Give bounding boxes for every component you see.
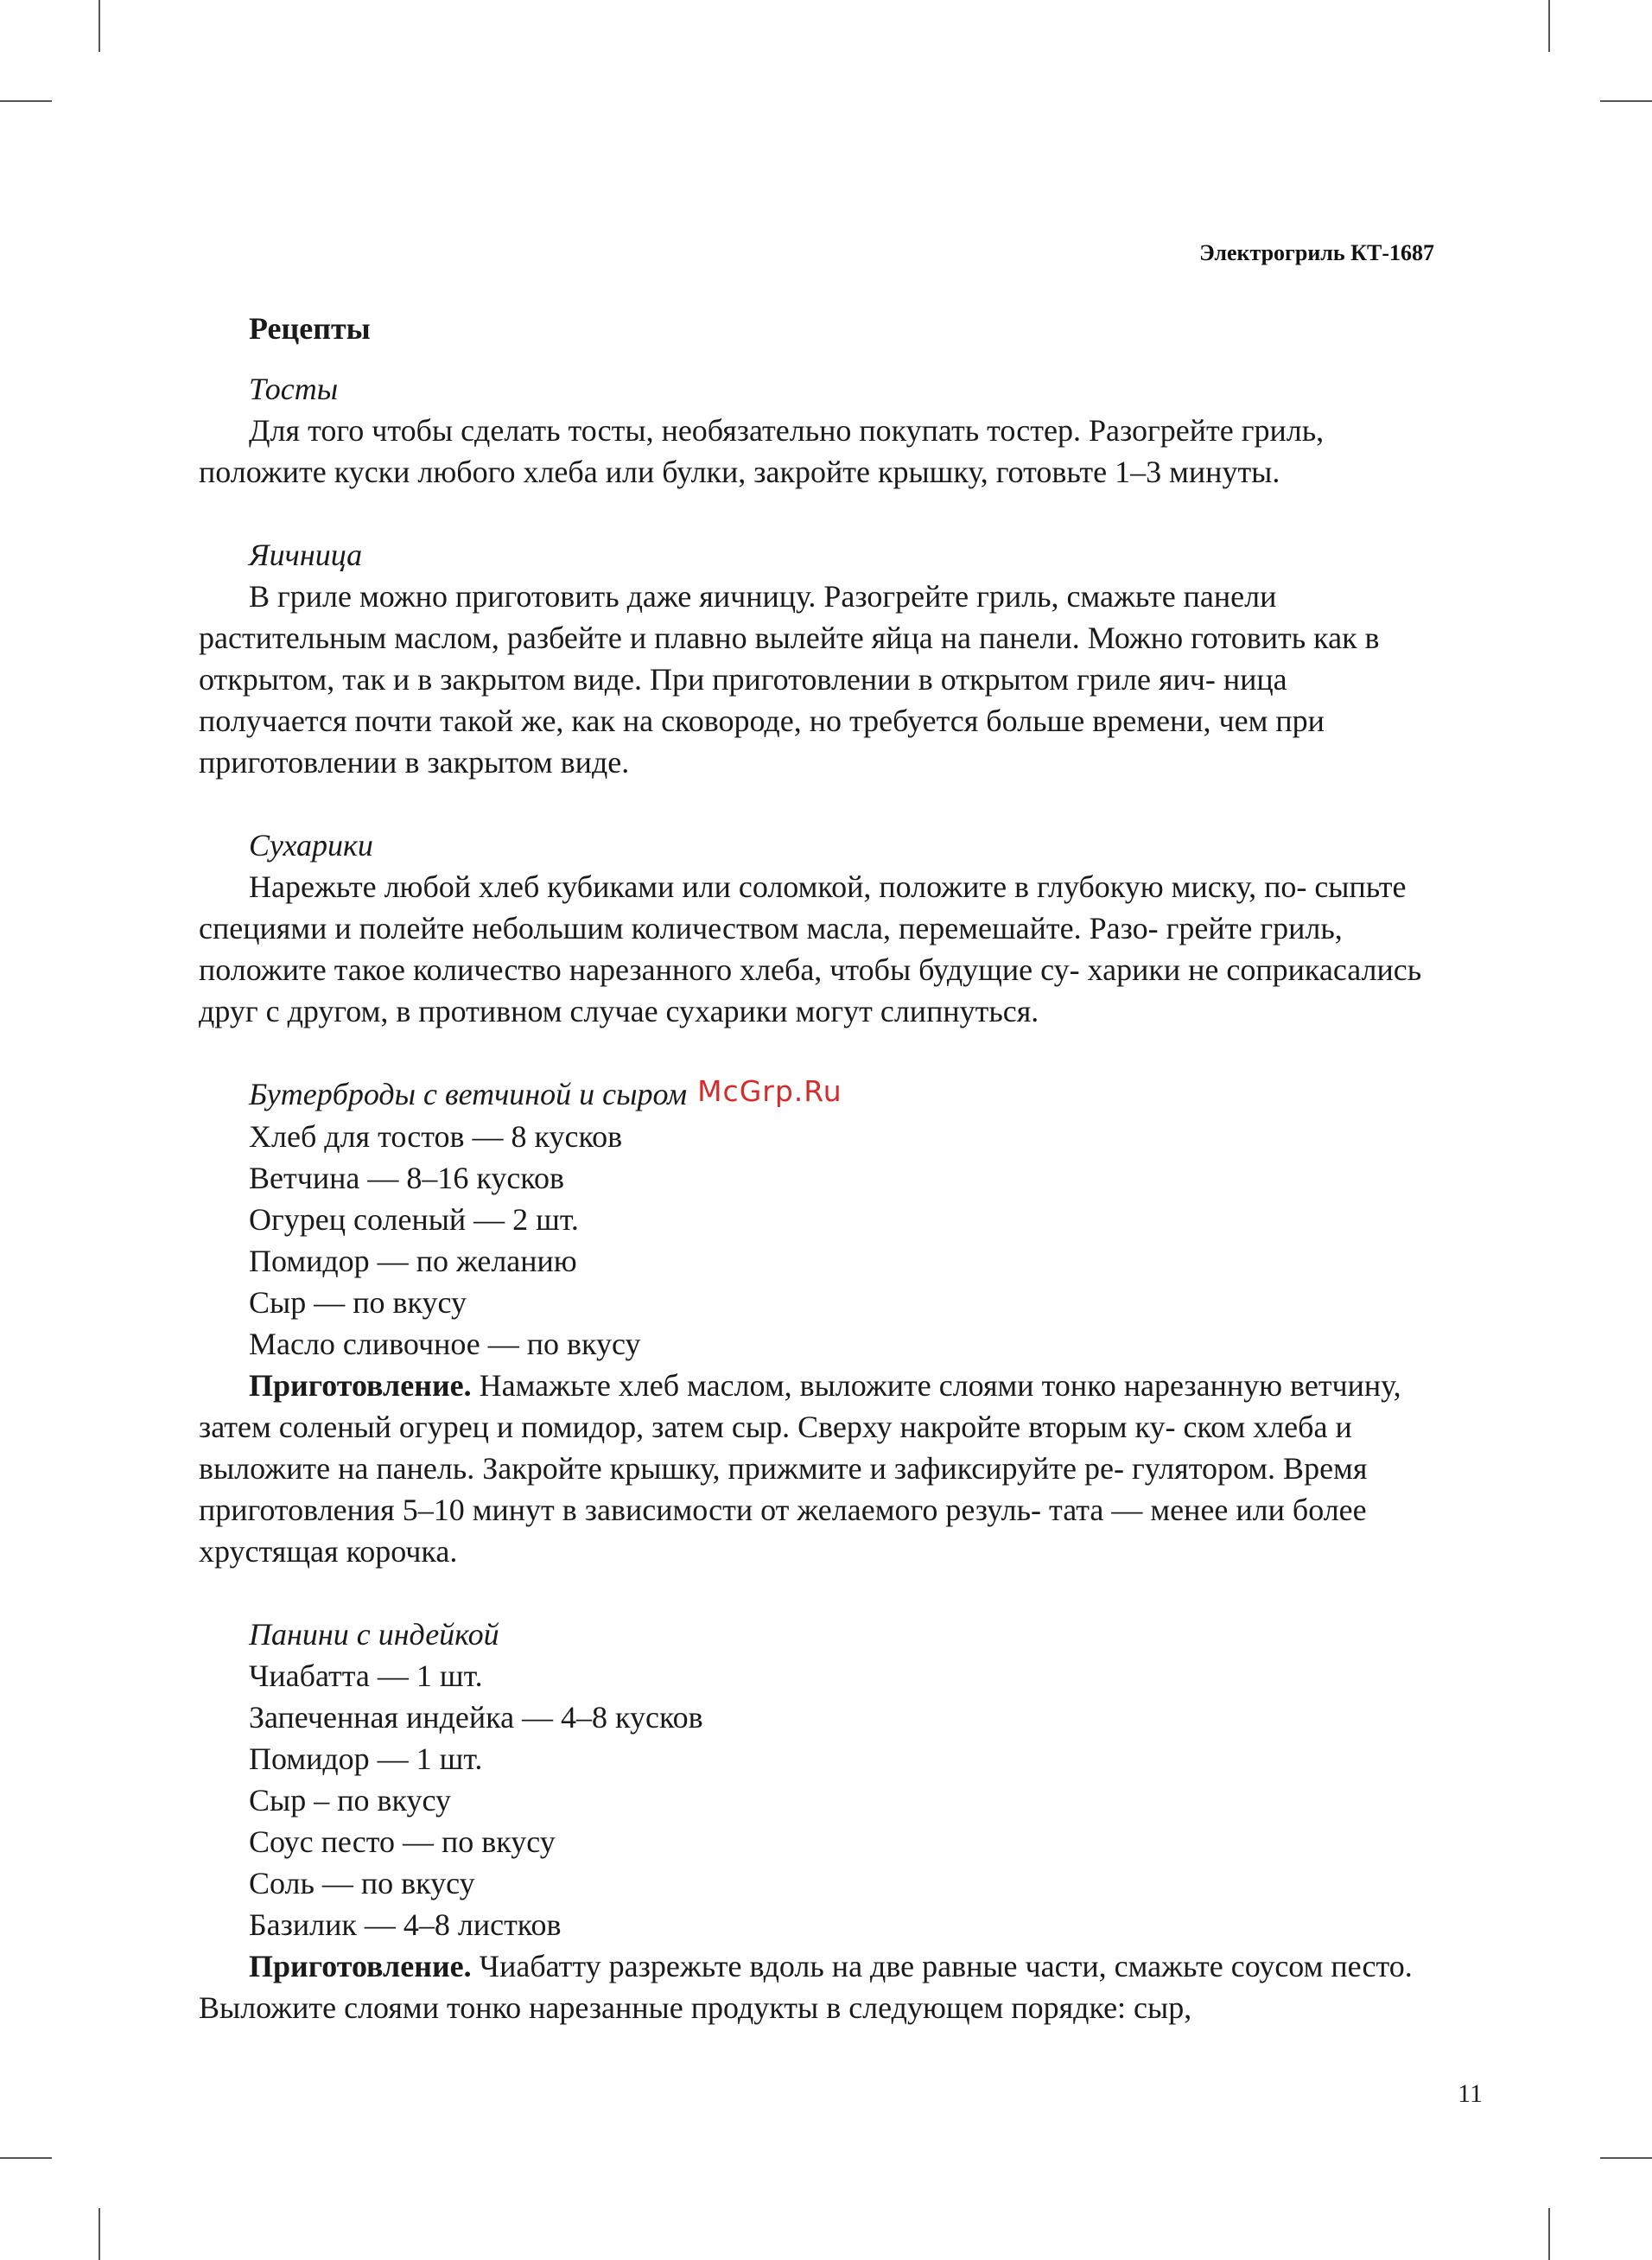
ingredient-item: Сыр – по вкусу <box>249 1783 451 1818</box>
recipe-ham-cheese-sandwiches <box>199 1073 1434 1572</box>
text-line: песто. Выложите слоями тонко нарезанные продукты в следующем порядке: сыр, <box>199 1949 1413 2025</box>
recipe-body <box>199 576 1434 783</box>
text-line: растительным маслом, разбейте и плавно вылейте яйца на панели. Можно готовить <box>199 621 1306 655</box>
text-line: ветчину, затем соленый огурец и помидор, затем сыр. Сверху накройте вторым ку- <box>199 1368 1401 1444</box>
preparation-label: Приготовление. <box>249 1368 472 1403</box>
watermark-link[interactable]: McGrp.Ru <box>697 1074 842 1108</box>
crop-mark-bottom-right <box>1548 2208 1550 2260</box>
recipe-body <box>199 410 1434 493</box>
crop-mark-right-top <box>1600 100 1652 102</box>
text-line: грейте гриль, положите такое количество нарезанного хлеба, чтобы будущие су- <box>199 911 1343 987</box>
page-content <box>199 304 1434 2070</box>
ingredient-item: Помидор — по желанию <box>249 1244 577 1278</box>
text-line: как в открытом, так и в закрытом виде. При приготовлении в открытом гриле яич- <box>199 621 1380 697</box>
recipe-title: Бутерброды с ветчиной и сыром <box>249 1077 688 1111</box>
ingredient-item: Огурец соленый — 2 шт. <box>249 1202 579 1237</box>
section-title: Рецепты <box>249 311 371 346</box>
text-line: гулятором. Время приготовления 5–10 минут в зависимости от желаемого резуль- <box>199 1451 1368 1527</box>
ingredient-item: Чиабатта — 1 шт. <box>249 1658 483 1693</box>
crop-mark-top-right <box>1548 0 1550 52</box>
recipe-title: Яичница <box>249 538 363 572</box>
text-line: В гриле можно приготовить даже яичницу. Разогрейте гриль, смажьте панели <box>249 579 1277 614</box>
running-header: Электрогриль КТ-1687 <box>1199 240 1434 265</box>
ingredient-item: Масло сливочное — по вкусу <box>249 1327 641 1361</box>
ingredient-item: Соль — по вкусу <box>249 1866 475 1900</box>
crop-mark-right-bottom <box>1600 2157 1652 2159</box>
text-line: чем при приготовлении в закрытом виде. <box>199 703 1325 780</box>
recipe-title: Сухарики <box>249 828 373 863</box>
crop-mark-left-bottom <box>0 2157 52 2159</box>
ingredient-item: Хлеб для тостов — 8 кусков <box>249 1119 623 1154</box>
text-line: харики не соприкасались друг с другом, в противном случае сухарики могут <box>199 952 1422 1028</box>
crop-mark-bottom-left <box>98 2208 100 2260</box>
crop-mark-top-left <box>98 0 100 52</box>
ingredient-item: Сыр — по вкусу <box>249 1285 467 1320</box>
ingredient-item: Запеченная индейка — 4–8 кусков <box>249 1700 703 1735</box>
text-line: тата — менее или более хрустящая корочка. <box>199 1493 1367 1569</box>
recipe-fried-eggs <box>199 534 1434 783</box>
text-line: сыпьте специями и полейте небольшим количеством масла, перемешайте. Разо- <box>199 869 1407 945</box>
text-line: положите куски любого хлеба или булки, закройте крышку, готовьте 1–3 минуты. <box>199 455 1280 489</box>
preparation-text <box>199 1365 1434 1572</box>
recipe-body <box>199 866 1434 1032</box>
text-line: ница получается почти такой же, как на сковороде, но требуется больше времени, <box>199 662 1287 738</box>
ingredient-item: Ветчина — 8–16 кусков <box>249 1161 564 1195</box>
recipe-croutons <box>199 824 1434 1032</box>
crop-mark-left-top <box>0 100 52 102</box>
recipe-toasts <box>199 368 1434 493</box>
page-number: 11 <box>1458 2079 1483 2108</box>
recipe-title: Тосты <box>249 372 339 406</box>
ingredient-item: Соус песто — по вкусу <box>249 1824 556 1859</box>
recipe-turkey-panini <box>199 1614 1434 2028</box>
text-line: ском хлеба и выложите на панель. Закройте крышку, прижмите и зафиксируйте ре- <box>199 1410 1352 1486</box>
text-line: слипнуться. <box>880 994 1039 1028</box>
recipe-title: Панини с индейкой <box>249 1617 499 1652</box>
preparation-label: Приготовление. <box>249 1949 472 1983</box>
recipe-title-row <box>199 1073 1434 1116</box>
text-line: Нарежьте любой хлеб кубиками или соломкой, положите в глубокую миску, по- <box>249 869 1307 904</box>
preparation-text <box>199 1945 1434 2028</box>
ingredient-item: Помидор — 1 шт. <box>249 1741 483 1776</box>
ingredient-item: Базилик — 4–8 листков <box>249 1907 562 1942</box>
text-line: Чиабатту разрежьте вдоль на две равные части, смажьте соусом <box>479 1949 1324 1983</box>
text-line: Для того чтобы сделать тосты, необязательно покупать тостер. Разогрейте гриль, <box>249 413 1325 448</box>
text-line: Намажьте хлеб маслом, выложите слоями тонко нарезанную <box>479 1368 1283 1403</box>
